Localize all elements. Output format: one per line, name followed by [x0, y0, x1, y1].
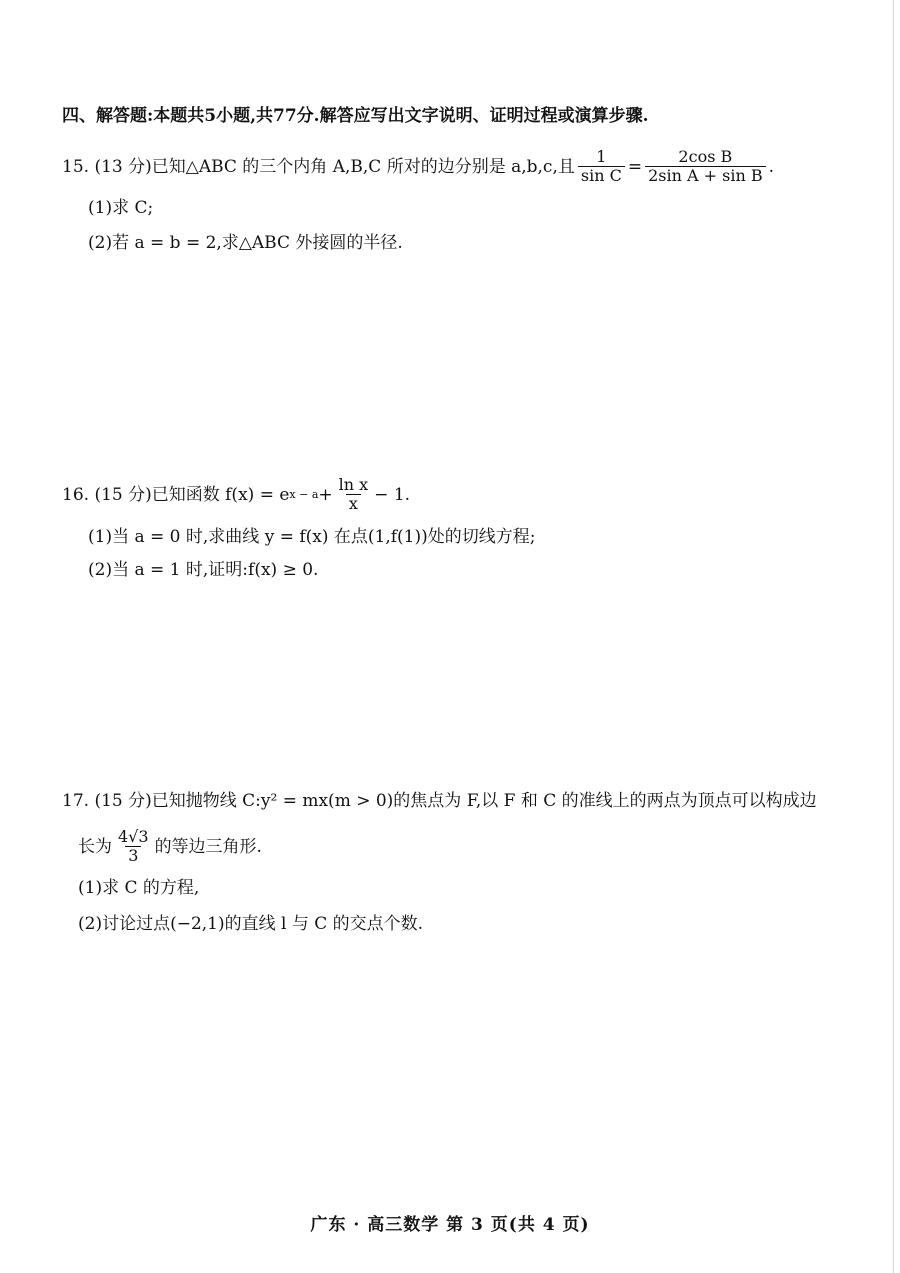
- q17-part2: [78, 912, 423, 936]
- q16-part1: [88, 525, 536, 549]
- q16-fraction: [336, 476, 372, 513]
- q15-part1: [88, 196, 153, 220]
- q17-part1: [78, 876, 199, 900]
- q15-end: .: [768, 156, 774, 177]
- q15-fraction-1: [578, 148, 625, 185]
- q15-fraction-2: [645, 148, 766, 185]
- section-heading: [62, 104, 649, 128]
- q15-frac1-denominator: sin C: [578, 166, 625, 185]
- q15-frac2-numerator: 2cos B: [678, 147, 733, 166]
- q17-line2-prefix: 长为: [78, 836, 112, 857]
- q15-part2: [88, 231, 403, 255]
- q17-line1-text: 17. (15 分)已知抛物线 C:y² = mx(m > 0)的焦点为 F,以 F 和 C 的准线上的两点为顶点可以构成边: [62, 791, 817, 811]
- q15-stem: [62, 148, 774, 185]
- q15-frac2-denominator: 2sin A + sin B: [645, 166, 766, 185]
- q15-part2-text: (2)若 a = b = 2,求△ABC 外接圆的半径.: [88, 233, 403, 253]
- q15-part1-text: (1)求 C;: [88, 198, 154, 218]
- q15-equals: =: [627, 156, 643, 177]
- q17-fraction: [115, 828, 152, 865]
- q17-frac-numerator: 4√3: [118, 827, 149, 846]
- q15-prefix: 15. (13 分)已知△ABC 的三个内角 A,B,C 所对的边分别是 a,b,c,且: [62, 156, 575, 177]
- q16-suffix: − 1.: [374, 484, 411, 505]
- q15-frac1-numerator: 1: [596, 147, 607, 166]
- page-footer: [0, 1210, 900, 1235]
- q16-frac-numerator: ln x: [338, 475, 369, 494]
- footer-text: 广东 · 高三数学 第 3 页(共 4 页): [310, 1215, 590, 1235]
- q16-part1-text: (1)当 a = 0 时,求曲线 y = f(x) 在点(1,f(1))处的切线方程;: [88, 527, 536, 547]
- q17-stem-line2: [78, 828, 262, 865]
- q16-stem: 16. (15 分)已知函数 f(x) = e x − a + $\frac{\text{ln x}}{x}$ − 1.: [62, 475, 411, 513]
- q17-part1-text: (1)求 C 的方程,: [78, 878, 200, 898]
- page-edge-line: [893, 0, 894, 1273]
- section-heading-text: 四、解答题:本题共5小题,共77分.解答应写出文字说明、证明过程或演算步骤.: [62, 106, 649, 126]
- q16-prefix: 16. (15 分)已知函数 f(x) = e: [62, 484, 290, 505]
- q16-plus: +: [318, 484, 333, 505]
- q17-frac-denominator: 3: [125, 846, 141, 865]
- q17-stem-line1: [62, 789, 817, 813]
- q17-line2-suffix: 的等边三角形.: [154, 836, 262, 857]
- q16-part2-text: (2)当 a = 1 时,证明:f(x) ≥ 0.: [88, 560, 319, 580]
- q16-part2: [88, 558, 318, 582]
- q16-frac-denominator: x: [346, 494, 361, 513]
- q17-part2-text: (2)讨论过点(−2,1)的直线 l 与 C 的交点个数.: [78, 914, 424, 934]
